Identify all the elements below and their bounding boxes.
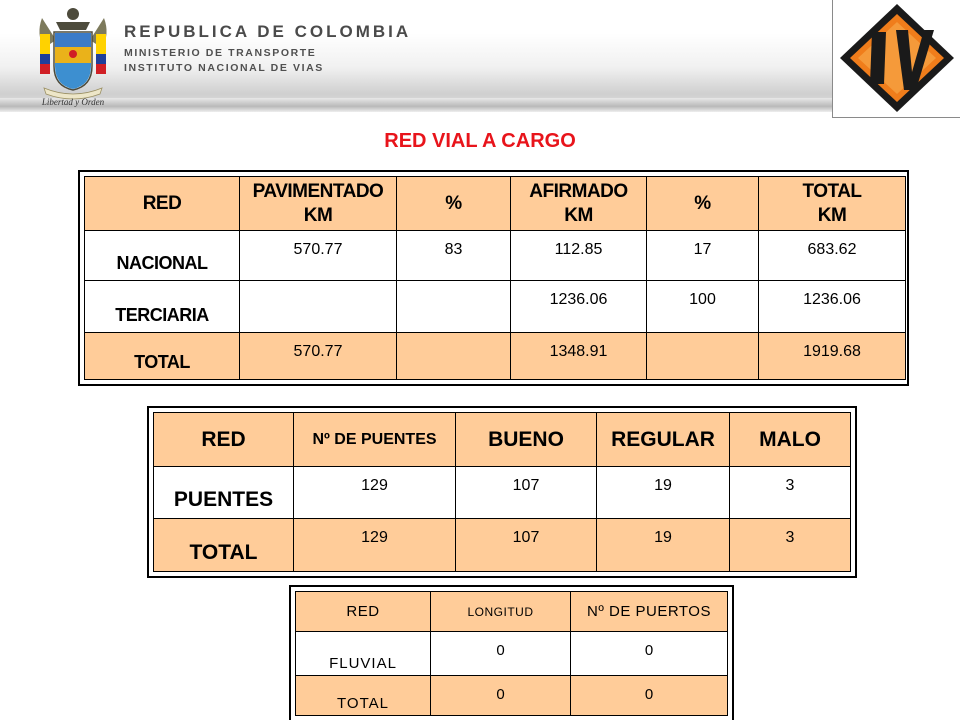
table-cell: 683.62 bbox=[759, 231, 906, 281]
crest-caption: Libertad y Orden bbox=[41, 97, 105, 107]
table-cell: 112.85 bbox=[511, 231, 647, 281]
header-line: PAVIMENTADO bbox=[252, 180, 384, 202]
header-line: AFIRMADO bbox=[529, 180, 628, 202]
table-cell: 107 bbox=[456, 519, 597, 572]
header-title: REPUBLICA DE COLOMBIA bbox=[124, 22, 412, 41]
table-cell bbox=[647, 333, 759, 380]
column-header-red: RED bbox=[154, 413, 294, 467]
bridges-table bbox=[147, 406, 857, 578]
ports-table bbox=[289, 585, 734, 720]
table-cell bbox=[397, 281, 511, 333]
table-cell bbox=[397, 333, 511, 380]
header-line: KM bbox=[564, 204, 593, 226]
column-header-pavimentado bbox=[240, 177, 397, 231]
table-row-total bbox=[85, 333, 906, 380]
column-header-percent: % bbox=[397, 177, 511, 231]
row-label: TOTAL bbox=[154, 519, 294, 572]
header-band-shadow bbox=[0, 98, 832, 112]
table-cell: 17 bbox=[647, 231, 759, 281]
table-header-row bbox=[85, 177, 906, 231]
table-row-total bbox=[296, 676, 728, 716]
table-cell: 0 bbox=[431, 676, 571, 716]
table-row-total bbox=[154, 519, 851, 572]
invias-logo-icon bbox=[838, 2, 956, 114]
table-cell: 1919.68 bbox=[759, 333, 906, 380]
table-cell: 0 bbox=[431, 632, 571, 676]
table-cell: 570.77 bbox=[240, 231, 397, 281]
column-header-bridge-count: Nº DE PUENTES bbox=[294, 413, 456, 467]
invias-logo-box bbox=[832, 0, 960, 118]
table-cell: 0 bbox=[571, 676, 728, 716]
table-cell: 19 bbox=[597, 519, 730, 572]
header-institute: INSTITUTO NACIONAL DE VIAS bbox=[124, 62, 324, 74]
coat-of-arms-icon bbox=[34, 4, 112, 108]
column-header-red: RED bbox=[296, 592, 431, 632]
table-cell: 570.77 bbox=[240, 333, 397, 380]
header-line: TOTAL bbox=[802, 180, 862, 202]
table-cell: 129 bbox=[294, 467, 456, 519]
table-cell: 3 bbox=[730, 519, 851, 572]
column-header-afirmado bbox=[511, 177, 647, 231]
table-header-row bbox=[154, 413, 851, 467]
table-cell: 0 bbox=[571, 632, 728, 676]
table-row bbox=[85, 231, 906, 281]
row-label: PUENTES bbox=[154, 467, 294, 519]
table-row bbox=[85, 281, 906, 333]
table-cell: 1348.91 bbox=[511, 333, 647, 380]
header-line: KM bbox=[303, 204, 333, 226]
column-header-port-count: Nº DE PUERTOS bbox=[571, 592, 728, 632]
column-header-percent: % bbox=[647, 177, 759, 231]
row-label: FLUVIAL bbox=[296, 632, 431, 676]
page-title: RED VIAL A CARGO bbox=[384, 130, 576, 152]
table-cell: 3 bbox=[730, 467, 851, 519]
table-cell: 1236.06 bbox=[759, 281, 906, 333]
table-cell: 1236.06 bbox=[511, 281, 647, 333]
header-line: KM bbox=[817, 204, 847, 226]
header-ministry: MINISTERIO DE TRANSPORTE bbox=[124, 47, 317, 59]
table-cell: 129 bbox=[294, 519, 456, 572]
column-header-total bbox=[759, 177, 906, 231]
row-label: TOTAL bbox=[85, 333, 240, 380]
table-cell: 19 bbox=[597, 467, 730, 519]
table-row bbox=[154, 467, 851, 519]
table-header-row bbox=[296, 592, 728, 632]
column-header-longitud: LONGITUD bbox=[431, 592, 571, 632]
institution-header bbox=[0, 0, 960, 118]
table-cell: 107 bbox=[456, 467, 597, 519]
column-header-bueno: BUENO bbox=[456, 413, 597, 467]
row-label: NACIONAL bbox=[85, 231, 240, 281]
table-row bbox=[296, 632, 728, 676]
table-cell: 83 bbox=[397, 231, 511, 281]
row-label: TOTAL bbox=[296, 676, 431, 716]
column-header-red: RED bbox=[85, 177, 240, 231]
column-header-malo: MALO bbox=[730, 413, 851, 467]
table-cell bbox=[240, 281, 397, 333]
row-label: TERCIARIA bbox=[85, 281, 240, 333]
table-cell: 100 bbox=[647, 281, 759, 333]
column-header-regular: REGULAR bbox=[597, 413, 730, 467]
road-network-table bbox=[78, 170, 909, 386]
